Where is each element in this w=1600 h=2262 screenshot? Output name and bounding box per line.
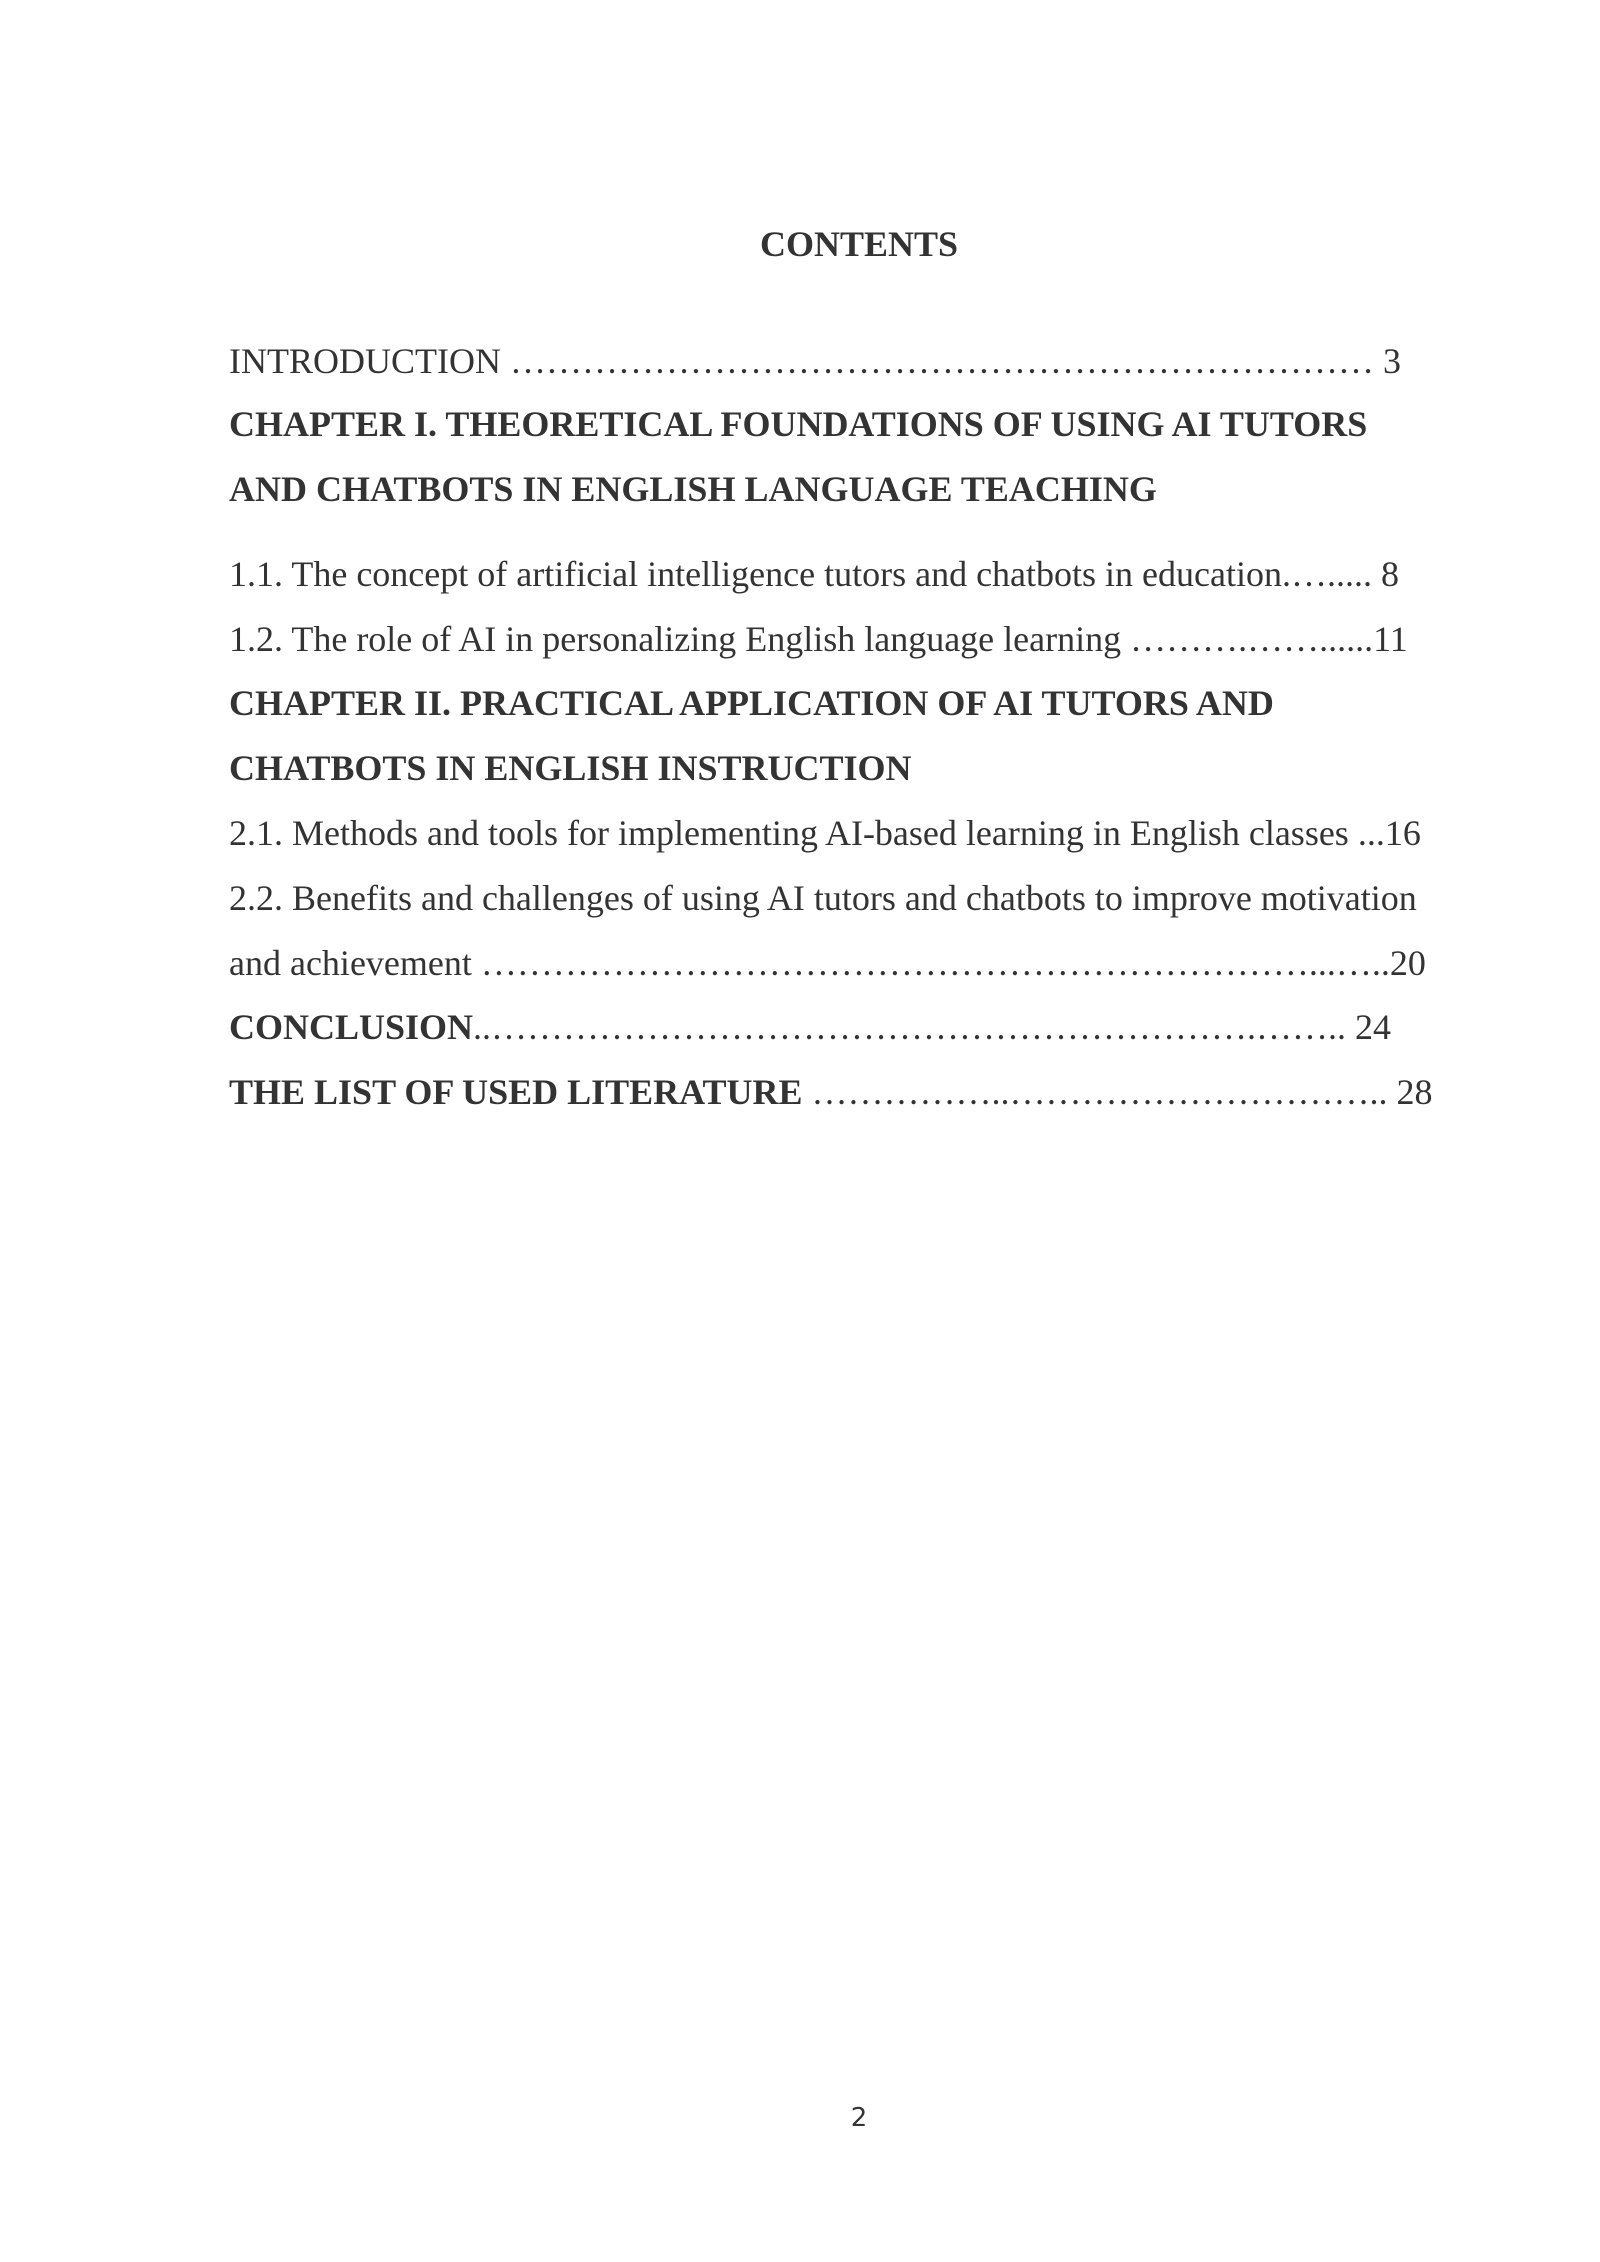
toc-section-2-2-line-2: and achievement ……………………………………………………………...…..20 — [229, 943, 1426, 983]
toc-section-2-1: 2.1. Methods and tools for implementing AI-based learning in English classes ...16 — [229, 813, 1421, 853]
toc-entry-label: CONCLUSION — [229, 1007, 474, 1047]
toc-chapter-1-line-2: AND CHATBOTS IN ENGLISH LANGUAGE TEACHING — [229, 469, 1157, 509]
toc-entry-label: INTRODUCTION — [229, 341, 510, 381]
toc-leader-dots: ..……………………………………………………….…….. 24 — [473, 1007, 1392, 1047]
toc-entry-conclusion — [229, 1001, 1391, 1053]
toc-chapter-2-line-1: CHAPTER II. PRACTICAL APPLICATION OF AI TUTORS AND — [229, 683, 1274, 723]
toc-page-ref: 3 — [1373, 341, 1401, 381]
toc-section-2-2-line-1: 2.2. Benefits and challenges of using AI tutors and chatbots to improve motivation — [229, 878, 1417, 918]
toc-section-1-2: 1.2. The role of AI in personalizing English language learning ……….……......11 — [229, 619, 1408, 659]
toc-entry-literature — [229, 1066, 1433, 1118]
toc-chapter-1-line-1: CHAPTER I. THEORETICAL FOUNDATIONS OF USING AI TUTORS — [229, 404, 1368, 444]
toc-chapter-2-line-2: CHATBOTS IN ENGLISH INSTRUCTION — [229, 748, 912, 788]
page-title: CONTENTS — [759, 224, 959, 264]
toc-leader-dots: ……………..………………………….. 28 — [802, 1072, 1433, 1112]
toc-section-1-1: 1.1. The concept of artificial intelligence tutors and chatbots in education.…..... 8 — [229, 554, 1399, 594]
toc-entry-label: THE LIST OF USED LITERATURE — [229, 1072, 803, 1112]
toc-entry-introduction — [229, 335, 1401, 387]
page-number: 2 — [850, 2103, 868, 2133]
toc-leader-dots: ……………………………………………………………… — [509, 341, 1374, 381]
